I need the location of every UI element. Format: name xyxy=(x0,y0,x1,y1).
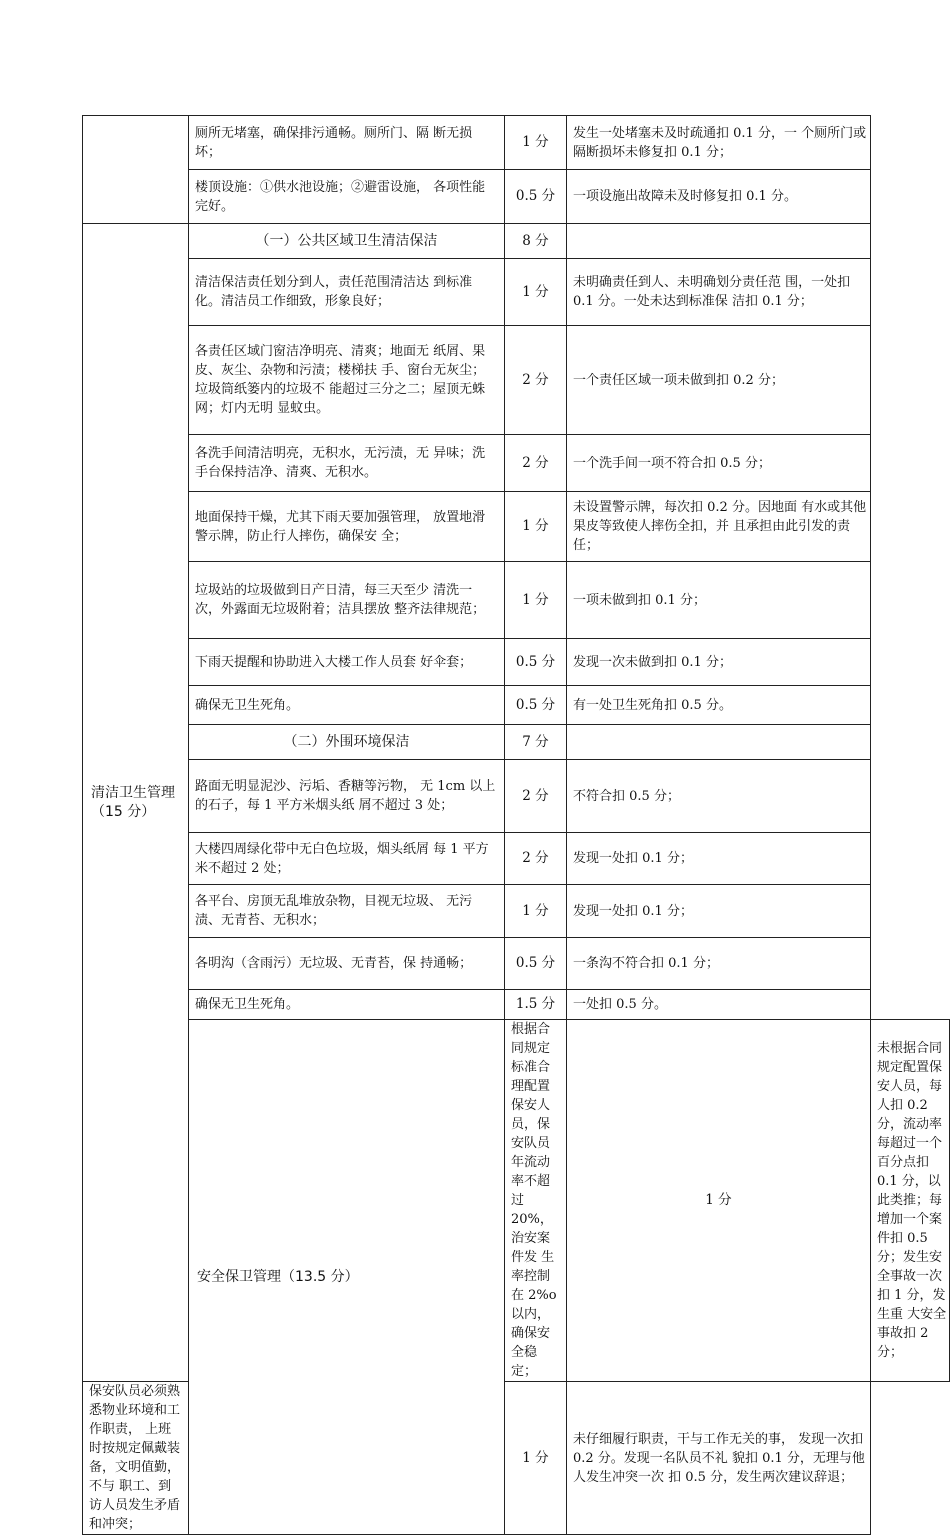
score-cell: 2 分 xyxy=(505,435,567,492)
standard-cell: 各平台、房顶无乱堆放杂物，目视无垃圾、 无污渍、无青苔、无积水； xyxy=(189,885,505,938)
score-cell: 1 分 xyxy=(505,492,567,562)
table-row xyxy=(83,686,950,725)
standard-cell: 各责任区域门窗洁净明亮、清爽；地面无 纸屑、果皮、灰尘、杂物和污渍；楼梯扶 手、窗台无灰尘；垃圾筒纸篓内的垃圾不 能超过三分之二；屋顶无蛛网；灯内无明 显蚊虫。 xyxy=(189,326,505,435)
score-cell: 1 分 xyxy=(567,1020,871,1382)
standard-cell: 各明沟（含雨污）无垃圾、无青苔，保 持通畅； xyxy=(189,938,505,990)
category-security: 安全保卫管理（13.5 分） xyxy=(189,1020,505,1535)
standard-cell: 楼顶设施：①供水池设施；②避雷设施， 各项性能完好。 xyxy=(189,170,505,224)
table-row xyxy=(83,116,950,170)
table-row xyxy=(83,1020,950,1382)
table-row xyxy=(83,760,950,833)
score-cell: 1 分 xyxy=(505,1382,567,1535)
table-row xyxy=(83,938,950,990)
section-header-row xyxy=(83,725,950,760)
table-row xyxy=(83,170,950,224)
table-row xyxy=(83,562,950,639)
deduction-cell: 未设置警示牌，每次扣 0.2 分。因地面 有水或其他果皮等致使人摔伤全扣，并 且承担由此引发的责任； xyxy=(567,492,871,562)
assessment-table xyxy=(82,115,950,1535)
section-score: 7 分 xyxy=(505,725,567,760)
table-row xyxy=(83,990,950,1020)
score-cell: 2 分 xyxy=(505,833,567,885)
score-cell: 0.5 分 xyxy=(505,639,567,686)
deduction-cell: 一处扣 0.5 分。 xyxy=(567,990,871,1020)
score-cell: 0.5 分 xyxy=(505,938,567,990)
score-cell: 1.5 分 xyxy=(505,990,567,1020)
score-cell: 2 分 xyxy=(505,760,567,833)
deduction-cell: 发现一处扣 0.1 分； xyxy=(567,885,871,938)
table-row xyxy=(83,492,950,562)
deduction-cell: 一项未做到扣 0.1 分； xyxy=(567,562,871,639)
standard-cell: 保安队员必须熟悉物业环境和工作职责， 上班时按规定佩戴装备，文明值勤，不与 职工、到访人员发生矛盾和冲突； xyxy=(83,1382,189,1535)
table-row xyxy=(83,435,950,492)
deduction-cell: 有一处卫生死角扣 0.5 分。 xyxy=(567,686,871,725)
deduction-cell: 未明确责任到人、未明确划分责任范 围，一处扣 0.1 分。一处未达到标准保 洁扣 0.1 分； xyxy=(567,259,871,326)
score-cell: 1 分 xyxy=(505,116,567,170)
category-cleaning: 清洁卫生管理（15 分） xyxy=(83,224,189,1382)
deduction-cell: 一条沟不符合扣 0.1 分； xyxy=(567,938,871,990)
table-row xyxy=(83,259,950,326)
score-cell: 0.5 分 xyxy=(505,170,567,224)
standard-cell: 确保无卫生死角。 xyxy=(189,686,505,725)
table-row xyxy=(83,833,950,885)
standard-cell: 厕所无堵塞，确保排污通畅。厕所门、隔 断无损坏； xyxy=(189,116,505,170)
standard-cell: 下雨天提醒和协助进入大楼工作人员套 好伞套； xyxy=(189,639,505,686)
deduction-cell: 发现一处扣 0.1 分； xyxy=(567,833,871,885)
standard-cell: 根据合同规定标准合理配置保安人员，保 安队员年流动率不超过 20%，治安案件发 生率控制在 2%o 以内，确保安全稳定； xyxy=(505,1020,567,1382)
category-cell-empty xyxy=(83,116,189,224)
deduction-cell: 一项设施出故障未及时修复扣 0.1 分。 xyxy=(567,170,871,224)
section-title-public-area: （一）公共区域卫生清洁保洁 xyxy=(189,224,505,259)
standard-cell: 垃圾站的垃圾做到日产日清，每三天至少 清洗一次，外露面无垃圾附着；洁具摆放 整齐法律规范； xyxy=(189,562,505,639)
standard-cell: 各洗手间清洁明亮，无积水，无污渍，无 异味；洗手台保持洁净、清爽、无积水。 xyxy=(189,435,505,492)
section-score: 8 分 xyxy=(505,224,567,259)
standard-cell: 路面无明显泥沙、污垢、香糖等污物， 无 1cm 以上的石子，每 1 平方米烟头纸 屑不超过 3 处； xyxy=(189,760,505,833)
score-cell: 1 分 xyxy=(505,259,567,326)
standard-cell: 确保无卫生死角。 xyxy=(189,990,505,1020)
score-cell: 1 分 xyxy=(505,562,567,639)
deduction-cell: 一个责任区域一项未做到扣 0.2 分； xyxy=(567,326,871,435)
deduction-cell: 未仔细履行职责，干与工作无关的事， 发现一次扣 0.2 分。发现一名队员不礼 貌扣 0.1 分，无理与他人发生冲突一次 扣 0.5 分，发生两次建议辞退； xyxy=(567,1382,871,1535)
table-row xyxy=(83,639,950,686)
deduction-cell: 不符合扣 0.5 分； xyxy=(567,760,871,833)
table-row xyxy=(83,326,950,435)
standard-cell: 大楼四周绿化带中无白色垃圾，烟头纸屑 每 1 平方米不超过 2 处； xyxy=(189,833,505,885)
empty-cell xyxy=(567,224,871,259)
standard-cell: 地面保持干燥，尤其下雨天要加强管理， 放置地滑警示牌，防止行人摔伤，确保安 全； xyxy=(189,492,505,562)
score-cell: 0.5 分 xyxy=(505,686,567,725)
section-title-outdoor: （二）外围环境保洁 xyxy=(189,725,505,760)
deduction-cell: 未根据合同规定配置保安人员，每人扣 0.2 分，流动率每超过一个百分点扣 0.1 分，以此类推；每增加一个案件扣 0.5 分；发生安全事故一次扣 1 分，发生重 大安全事故扣 2 分； xyxy=(871,1020,950,1382)
table-row xyxy=(83,885,950,938)
deduction-cell: 发生一处堵塞未及时疏通扣 0.1 分，一 个厕所门或隔断损坏未修复扣 0.1 分； xyxy=(567,116,871,170)
section-header-row xyxy=(83,224,950,259)
deduction-cell: 发现一次未做到扣 0.1 分； xyxy=(567,639,871,686)
score-cell: 2 分 xyxy=(505,326,567,435)
empty-cell xyxy=(567,725,871,760)
standard-cell: 清洁保洁责任划分到人，责任范围清洁达 到标准化。清洁员工作细致，形象良好； xyxy=(189,259,505,326)
score-cell: 1 分 xyxy=(505,885,567,938)
deduction-cell: 一个洗手间一项不符合扣 0.5 分； xyxy=(567,435,871,492)
